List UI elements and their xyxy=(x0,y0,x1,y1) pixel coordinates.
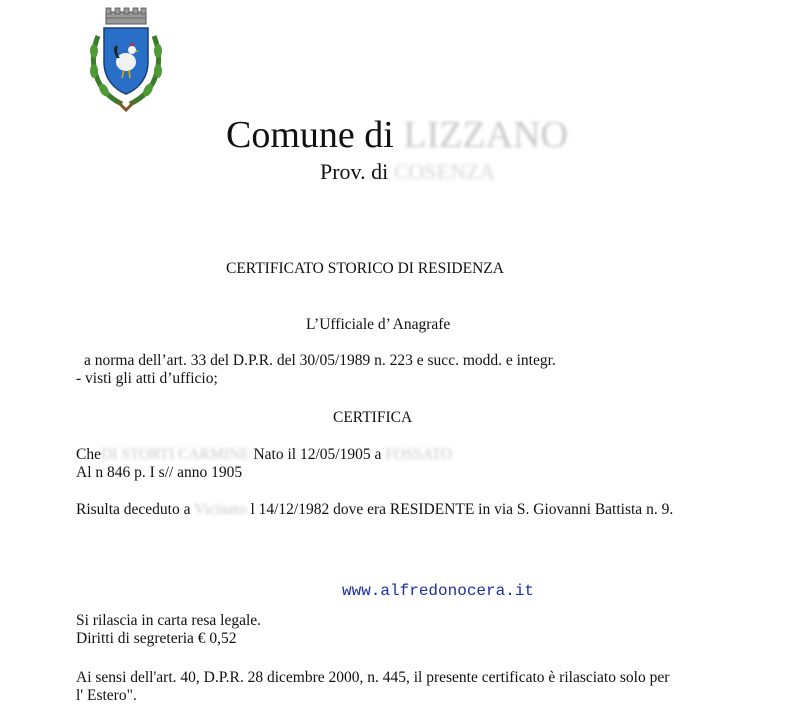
fees-line: Diritti di segreteria € 0,52 xyxy=(76,630,237,647)
registry-line: Al n 846 p. I s// anno 1905 xyxy=(76,464,243,481)
redacted-death-place: Vicinato xyxy=(194,501,247,518)
issued-line: Si rilascia in carta resa legale. xyxy=(76,612,262,629)
person-prefix: Che xyxy=(76,446,101,463)
redacted-province: COSENZA xyxy=(393,159,496,184)
certificate-heading: CERTIFICATO STORICO DI RESIDENZA xyxy=(226,260,504,277)
watermark-link[interactable]: www.alfredonocera.it xyxy=(342,582,535,600)
official-title: L’Ufficiale d’ Anagrafe xyxy=(306,316,451,333)
province-prefix: Prov. di xyxy=(320,159,389,184)
redacted-birth-place: FOSSATO xyxy=(385,446,453,463)
title-prefix: Comune di xyxy=(226,114,394,156)
acts-line: - visti gli atti d’ufficio; xyxy=(76,370,218,387)
death-line xyxy=(76,501,673,519)
page-title xyxy=(226,113,568,157)
legal-note-line-2: l' Estero". xyxy=(76,687,137,704)
person-line xyxy=(76,446,452,464)
birth-text: Nato il 12/05/1905 a xyxy=(253,446,382,463)
province-line xyxy=(320,159,495,185)
crown-icon xyxy=(106,8,146,24)
norm-reference-line: a norma dell’art. 33 del D.P.R. del 30/05/1989 n. 223 e succ. modd. e integr. xyxy=(84,352,556,369)
redacted-town-name: LIZZANO xyxy=(403,114,568,156)
death-details: l 14/12/1982 dove era RESIDENTE in via S. Giovanni Battista n. 9. xyxy=(250,501,674,518)
legal-note-line-1: Ai sensi dell'art. 40, D.P.R. 28 dicembre 2000, n. 445, il presente certificato è rilasciato solo per xyxy=(76,669,670,686)
municipal-crest-icon xyxy=(84,6,168,114)
certifies-heading: CERTIFICA xyxy=(333,409,413,426)
redacted-person-name: DI STORTI CARMINE xyxy=(100,446,250,463)
death-prefix: Risulta deceduto a xyxy=(76,501,191,518)
